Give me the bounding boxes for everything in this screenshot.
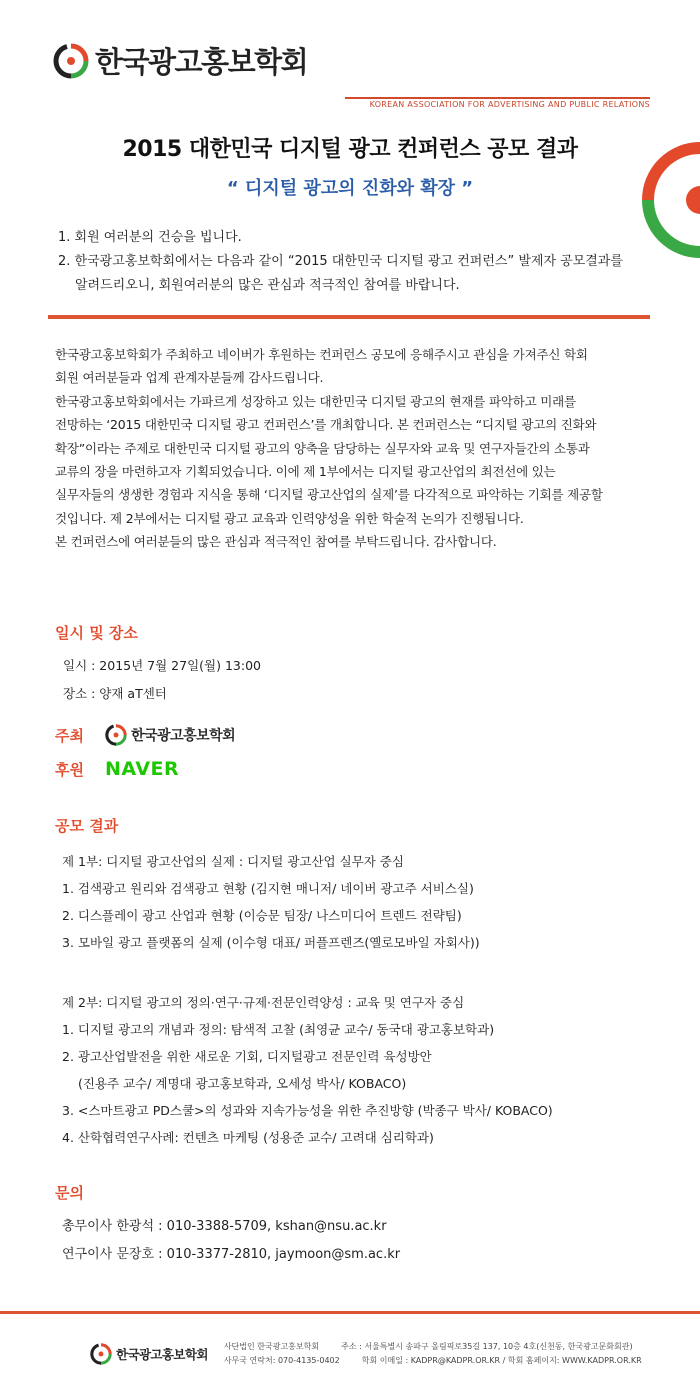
list-item: 3. 모바일 광고 플랫폼의 실제 (이수형 대표/ 퍼플프렌즈(옐로모바일 자회사)) bbox=[62, 935, 480, 950]
intro-paragraph bbox=[55, 343, 685, 554]
schedule-place: 장소 : 양재 aT센터 bbox=[63, 686, 167, 701]
intro-line: 회원 여러분들과 업계 관계자분들께 감사드립니다. bbox=[55, 370, 324, 386]
list-item: (진용주 교수/ 계명대 광고홍보학과, 오세성 박사/ KOBACO) bbox=[78, 1076, 407, 1091]
association-logo-icon bbox=[53, 43, 89, 79]
list-item: 2. 디스플레이 광고 산업과 현황 (이승문 팀장/ 나스미디어 트렌드 전략팀) bbox=[62, 908, 462, 923]
association-logo-text: 한국광고홍보학회 bbox=[95, 45, 308, 79]
english-name: KOREAN ASSOCIATION FOR ADVERTISING AND PUBLIC RELATIONS bbox=[369, 100, 650, 109]
intro-line: 교류의 장을 마련하고자 기획되었습니다. 이에 제 1부에서는 디지털 광고산업의 최전선에 있는 bbox=[55, 464, 556, 480]
footer bbox=[90, 1340, 642, 1368]
footer-logo bbox=[90, 1343, 208, 1365]
list-item: 1. 디지털 광고의 개념과 정의: 탐색적 고찰 (최영균 교수/ 동국대 광고홍보학과) bbox=[62, 1022, 495, 1037]
intro-line: 한국광고홍보학회에서는 가파르게 성장하고 있는 대한민국 디지털 광고의 현재를 파악하고 미래를 bbox=[55, 393, 576, 409]
intro-line: 실무자들의 생생한 경험과 지식을 통해 ‘디지털 광고산업의 실제’를 다각적으로 파악하는 기회를 제공할 bbox=[55, 487, 603, 503]
notice-line: 1. 회원 여러분의 건승을 빕니다. bbox=[58, 230, 242, 245]
header bbox=[0, 0, 700, 110]
notice-block bbox=[58, 226, 668, 298]
association-logo-icon bbox=[105, 724, 127, 746]
page-title: 2015 대한민국 디지털 광고 컨퍼런스 공모 결과 bbox=[122, 137, 578, 162]
results-part1 bbox=[62, 848, 682, 956]
host-row bbox=[55, 724, 235, 746]
part1-title: 제 1부: 디지털 광고산업의 실제 : 디지털 광고산업 실무자 중심 bbox=[62, 854, 404, 869]
list-item: 4. 산학협력연구사례: 컨텐츠 마케팅 (성용준 교수/ 고려대 심리학과) bbox=[62, 1130, 434, 1145]
host-name: 한국광고홍보학회 bbox=[131, 728, 236, 744]
list-item: 3. <스마트광고 PD스쿨>의 성과와 지속가능성을 위한 추진방향 (박종구 박사/ KOBACO) bbox=[62, 1103, 553, 1118]
notice-line: 2. 한국광고홍보학회에서는 다음과 같이 “2015 대한민국 디지털 광고 컨퍼런스” 발제자 공모결과를 bbox=[58, 254, 623, 269]
schedule-heading: 일시 및 장소 bbox=[55, 624, 138, 642]
sponsor-label: 후원 bbox=[55, 760, 84, 779]
host-logo bbox=[105, 724, 235, 746]
footer-address: 주소 : 서울특별시 송파구 올림픽로35길 137, 10층 4호(신천동, 한국광고문화회관) bbox=[341, 1342, 633, 1351]
results-part2 bbox=[62, 989, 682, 1151]
section-divider bbox=[48, 315, 650, 319]
results-heading: 공모 결과 bbox=[55, 817, 119, 835]
contact-block bbox=[62, 1213, 662, 1269]
intro-line: 전망하는 ‘2015 대한민국 디지털 광고 컨퍼런스’를 개최합니다. 본 컨퍼런스는 “디지털 광고의 진화와 bbox=[55, 417, 597, 433]
intro-line: 확장”이라는 주제로 대한민국 디지털 광고의 양축을 담당하는 실무자와 교육 및 연구자들간의 소통과 bbox=[55, 440, 590, 456]
footer-info bbox=[224, 1340, 642, 1368]
footer-divider bbox=[0, 1311, 700, 1314]
contact-line: 연구이사 문장호 : 010-3377-2810, jaymoon@sm.ac.kr bbox=[62, 1247, 401, 1262]
contact-heading: 문의 bbox=[55, 1184, 84, 1202]
footer-phone: 사무국 연락처: 070-4135-0402 bbox=[223, 1356, 340, 1365]
intro-line: 것입니다. 제 2부에서는 디지털 광고 교육과 인력양성을 위한 학술적 논의가 진행됩니다. bbox=[55, 510, 524, 526]
list-item: 2. 광고산업발전을 위한 새로운 기회, 디지털광고 전문인력 육성방안 bbox=[62, 1049, 432, 1064]
contact-line: 총무이사 한광석 : 010-3388-5709, kshan@nsu.ac.kr bbox=[62, 1219, 387, 1234]
schedule-date: 일시 : 2015년 7월 27일(월) 13:00 bbox=[63, 658, 261, 673]
footer-logo-text: 한국광고홍보학회 bbox=[116, 1347, 208, 1362]
intro-line: 한국광고홍보학회가 주최하고 네이버가 후원하는 컨퍼런스 공모에 응해주시고 관심을 가져주신 학회 bbox=[55, 347, 588, 362]
part2-title: 제 2부: 디지털 광고의 정의·연구·규제·전문인력양성 : 교육 및 연구자 중심 bbox=[62, 995, 465, 1010]
host-label: 주최 bbox=[55, 726, 84, 745]
list-item: 1. 검색광고 원리와 검색광고 현황 (김지현 매니저/ 네이버 광고주 서비스실) bbox=[62, 881, 474, 896]
sponsor-row bbox=[55, 758, 179, 780]
intro-line: 본 컨퍼런스에 여러분들의 많은 관심과 적극적인 참여를 부탁드립니다. 감사합니다. bbox=[55, 534, 497, 550]
footer-org: 사단법인 한국광고홍보학회 bbox=[223, 1342, 320, 1351]
notice-line: 알려드리오니, 회원여러분의 많은 관심과 적극적인 참여를 바랍니다. bbox=[75, 278, 460, 293]
association-logo-icon bbox=[90, 1343, 112, 1365]
footer-email-site[interactable]: 학회 이메일 : KADPR@KADPR.OR.KR / 학회 홈페이지: WWW.KADPR.OR.KR bbox=[361, 1356, 642, 1365]
association-logo[interactable] bbox=[53, 40, 307, 81]
page-subtitle: “ 디지털 광고의 진화와 확장 ” bbox=[226, 178, 474, 199]
naver-logo: NAVER bbox=[105, 758, 180, 780]
header-divider bbox=[345, 97, 650, 99]
